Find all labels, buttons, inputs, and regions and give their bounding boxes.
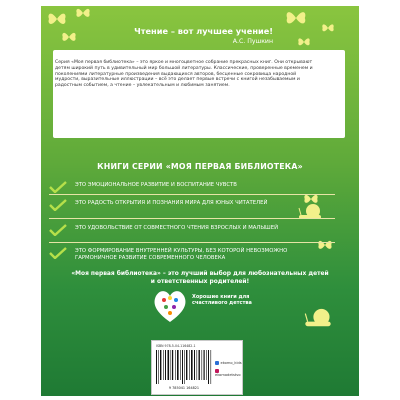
checkmark-icon <box>49 181 67 193</box>
intro-text: Серия «Моя первая библиотека» – это яркое и многоцветное собрание прекрасных книг. Они открывают детям широкий путь в удивительный мир большой литературы. Классические, проверенные временем и поколениями литературные произведения выдающихся авторов, бесценные сокровища народной мудрости, выразительные иллюстрации – всё это делает первые встречи с книгой незабываемым и радостным событием, а чтение – увлекательным и любимым занятием. <box>55 60 313 89</box>
checkmark-icon <box>49 199 67 211</box>
butterfly-icon <box>75 6 91 20</box>
snail-icon <box>303 306 333 328</box>
benefit-text: ЭТО ЭМОЦИОНАЛЬНОЕ РАЗВИТИЕ И ВОСПИТАНИЕ ЧУВСТВ <box>75 182 237 188</box>
social-handle-label: ekomodetstvo <box>215 373 241 377</box>
benefit-text: ЭТО ФОРМИРОВАНИЕ ВНУТРЕННЕЙ КУЛЬТУРЫ, БЕЗ КОТОРОЙ НЕВОЗМОЖНО ГАРМОНИЧНОЕ РАЗВИТИЕ СОВРЕМЕННОГО ЧЕЛОВЕКА <box>75 248 288 261</box>
benefit-text: ЭТО РАДОСТЬ ОТКРЫТИЯ И ПОЗНАНИЯ МИРА ДЛЯ ЮНЫХ ЧИТАТЕЛЕЙ <box>75 200 268 206</box>
butterfly-icon <box>297 36 311 48</box>
heart-badge-icon <box>152 286 188 326</box>
butterfly-icon <box>317 238 333 252</box>
butterfly-icon <box>61 30 77 44</box>
checkmark-icon <box>49 224 67 236</box>
footer-statement: «Моя первая библиотека» – это лучший выбор для любознательных детей и ответственных родителей! <box>71 271 329 285</box>
butterfly-icon <box>285 8 307 28</box>
divider <box>49 218 335 219</box>
epigraph-quote: Чтение – вот лучшее учение! <box>134 26 273 36</box>
checkmark-icon <box>49 247 67 259</box>
benefit-text: ЭТО УДОВОЛЬСТВИЕ ОТ СОВМЕСТНОГО ЧТЕНИЯ ВЗРОСЛЫХ И МАЛЫШЕЙ <box>75 225 279 231</box>
badge-text: Хорошие книги для счастливого детства <box>192 294 252 306</box>
butterfly-icon <box>47 10 67 28</box>
book-back-cover <box>41 6 359 396</box>
social-handle[interactable] <box>215 369 242 377</box>
barcode-icon <box>156 350 212 384</box>
divider <box>49 242 335 243</box>
barcode-number: 9 785041 164821 <box>168 386 200 390</box>
social-handle-label: ekomo_kids <box>220 361 242 365</box>
barcode-panel <box>151 340 243 395</box>
epigraph-author: А.С. Пушкин <box>232 38 273 45</box>
vk-icon <box>215 361 219 365</box>
social-handle[interactable] <box>215 361 242 365</box>
divider <box>49 194 335 195</box>
isbn-label: ISBN 978-5-04-116482-1 <box>156 344 196 348</box>
section-title: КНИГИ СЕРИИ «МОЯ ПЕРВАЯ БИБЛИОТЕКА» <box>97 162 303 171</box>
butterfly-icon <box>321 22 335 34</box>
